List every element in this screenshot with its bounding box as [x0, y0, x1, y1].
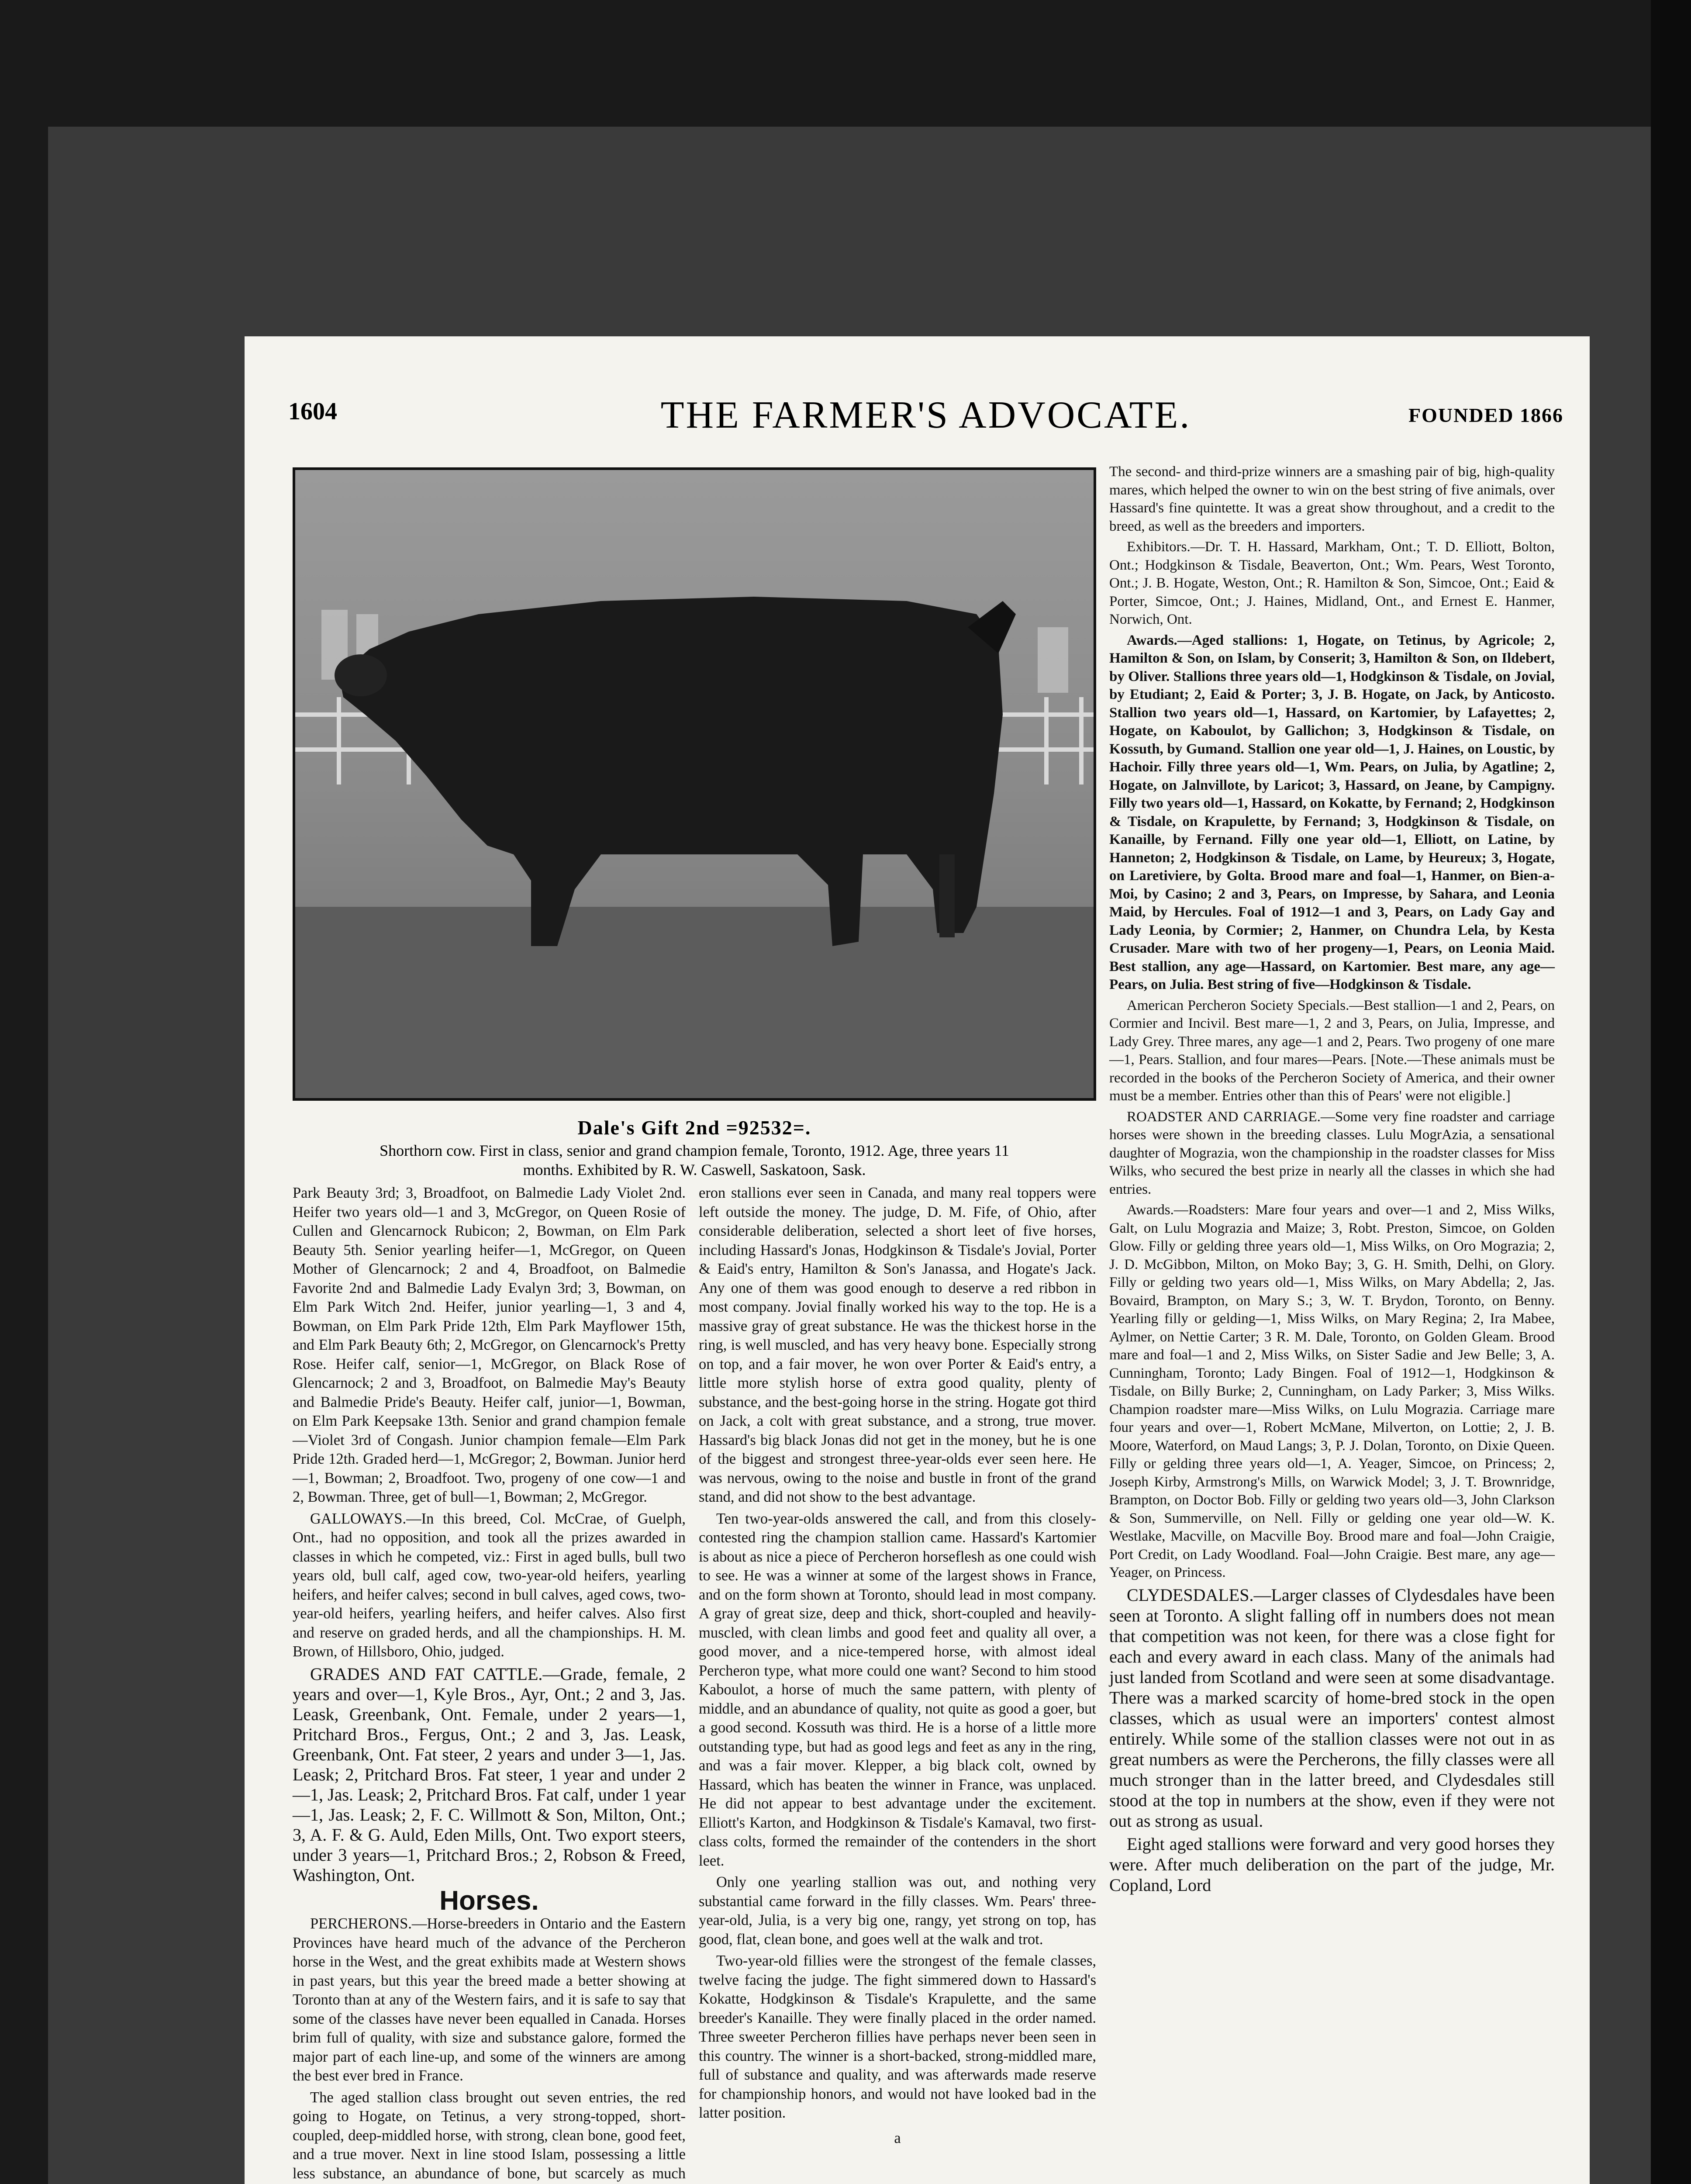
masthead: THE FARMER'S ADVOCATE. [660, 394, 1191, 436]
page-number: 1604 [288, 398, 337, 425]
paragraph: GALLOWAYS.—In this breed, Col. McCrae, of Guelph, Ont., had no opposition, and took all the prizes awarded in classes in which he competed, viz.: First in aged bulls, bull two years old, bull calf, aged cow, two-year-old heifers, yearling heifers, and heifer calves; second in bull calves, aged cows, two-year-old heifers, yearling heifers, and heifer calves. Also first and reserve on graded herds, and all the championships. H. M. Brown, of Hillsboro, Ohio, judged. [293, 1510, 686, 1660]
paragraph: GRADES AND FAT CATTLE.—Grade, female, 2 years and over—1, Kyle Bros., Ayr, Ont.; 2 and 3, Jas. Leask, Greenbank, Ont. Female, under 2 years—1, Pritchard Bros., Fergus, Ont.; 2 and 3, Jas. Leask, Greenbank, Ont. Fat steer, 2 years and under 3—1, Jas. Leask; 2, Pritchard Bros. Fat steer, 1 year and under 2—1, Jas. Leask; 2, Pritchard Bros. Fat calf, under 1 year—1, Jas. Leask; 2, F. C. Willmott & Son, Milton, Ont.; 3, A. F. & G. Auld, Eden Mills, Ont. Two export steers, under 3 years—1, Pritchard Bros.; 2, Robson & Freed, Washington, Ont. [293, 1664, 686, 1885]
footer-mark: a [894, 2129, 901, 2146]
paragraph: Eight aged stallions were forward and very good horses they were. After much deliberation on the part of the judge, Mr. Copland, Lord [1109, 1834, 1555, 1895]
section-heading: Horses. [439, 1885, 539, 1916]
figure-caption-line: months. Exhibited by R. W. Caswell, Saskatoon, Sask. [523, 1161, 866, 1178]
figure-caption-line: Shorthorn cow. First in class, senior and grand champion female, Toronto, 1912. Age, three years 11 [380, 1142, 1009, 1159]
column-2 [699, 1184, 1096, 2148]
paragraph: CLYDESDALES.—Larger classes of Clydesdales have been seen at Toronto. A slight falling off in numbers does not mean that competition was not keen, for there was a close fight for each and every award in each class. Many of the animals had just landed from Scotland and were seen at some disadvantage. There was a marked scarcity of home-bred stock in the open classes, which as usual were an importers' contest almost entirely. While some of the stallion classes were not out in as great numbers as were the Percherons, the filly classes were all much stronger than in the latter breed, and Clydesdales still stood at the top in numbers at the show, even if they were not out as strong as usual. [1109, 1585, 1555, 1831]
paragraph: The aged stallion class brought out seven entries, the red going to Hogate, on Tetinus, a very strong-topped, short-coupled, deep-middled horse, with strong, clean bone, good feet, and a true mover. Next in line stood Islam, possessing a little less substance, an abundance of bone, but scarcely as much [293, 2089, 686, 2182]
column-1 [293, 1184, 686, 2184]
newspaper-page [245, 336, 1590, 2184]
column-3 [1109, 463, 1555, 1898]
paragraph: Exhibitors.—Dr. T. H. Hassard, Markham, Ont.; T. D. Elliott, Bolton, Ont.; Hodgkinson & Tisdale, Beaverton, Ont.; Wm. Pears, West Toronto, Ont.; J. B. Hogate, Weston, Ont.; R. Hamilton & Son, Simcoe, Ont.; Eaid & Porter, Simcoe, Ont.; J. Haines, Midland, Ont., and Ernest E. Hanmer, Norwich, Ont. [1109, 539, 1555, 627]
founded-note: FOUNDED 1866 [1408, 404, 1563, 426]
shorthorn-cow-image [295, 470, 1094, 1098]
paragraph: Awards.—Aged stallions: 1, Hogate, on Tetinus, by Agricole; 2, Hamilton & Son, on Islam, by Conserit; 3, Hamilton & Son, on Ildebert, by Oliver. Stallions three years old—1, Hodgkinson & Tisdale, on Jovial, by Etudiant; 2, Eaid & Porter; 3, J. B. Hogate, on Jack, by Anticosto. Stallion two years old—1, Hassard, on Kartomier, by Lafayettes; 2, Hogate, on Kaboulot, by Gallichon; 3, Hodgkinson & Tisdale, on Kossuth, by Gumand. Stallion one year old—1, J. Haines, on Loustic, by Hachoir. Filly three years old—1, Wm. Pears, on Julia, by Agatline; 2, Hogate, on Jalnvillote, by Laricot; 3, Hassard, on Jeane, by Campigny. Filly two years old—1, Hassard, on Kokatte, by Fernand; 2, Hodgkinson & Tisdale, on Krapulette, by Fernand; 3, Hodgkinson & Tisdale, on Kanaille, by Fernand. Filly one year old—1, Elliott, on Latine, by Hanneton; 2, Hodgkinson & Tisdale, on Lame, by Heureux; 3, Hogate, on Laretiviere, by Golta. Brood mare and foal—1, Hanmer, on Bien-a-Moi, by Casino; 2 and 3, Pears, on Impresse, by Sahara, and Leonia Maid, by Hercules. Foal of 1912—1 and 3, Pears, on Lady Gay and Lady Leonia, by Cormier; 2, Hanmer, on Chundra Lela, by Kesta Crusader. Mare with two of her progeny—1, Pears, on Leonia Maid. Best stallion, any age—Hassard, on Kartomier. Best mare, any age—Pears, on Julia. Best string of five—Hodgkinson & Tisdale. [1109, 632, 1555, 992]
paragraph: Two-year-old fillies were the strongest of the female classes, twelve facing the judge. The fight simmered down to Hassard's Kokatte, Hodgkinson & Tisdale's Krapulette, and the same breeder's Kanaille. They were finally placed in the order named. Three sweeter Percheron fillies have perhaps never been seen in this country. The winner is a short-backed, strong-middled mare, full of substance and quality, and was afterwards made reserve for championship honors, and would not have looked bad in the latter position. [699, 1952, 1096, 2121]
paragraph: PERCHERONS.—Horse-breeders in Ontario and the Eastern Provinces have heard much of the advance of the Percheron horse in the West, and the great exhibits made at Western shows in past years, but this year the breed made a better showing at Toronto than at any of the Western fairs, and it is safe to say that some of the classes have never been equalled in Canada. Horses brim full of quality, with size and substance galore, formed the major part of each line-up, and some of the winners are among the best ever bred in France. [293, 1915, 686, 2084]
paragraph: ROADSTER AND CARRIAGE.—Some very fine roadster and carriage horses were shown in the breeding classes. Lulu MogrAzia, a sensational daughter of Mograzia, won the championship in the roadster classes for Miss Wilks, who secured the best prize in nearly all the classes in which she had entries. [1109, 1109, 1555, 1197]
binding-edge [1651, 0, 1691, 2184]
paragraph: Awards.—Roadsters: Mare four years and over—1 and 2, Miss Wilks, Galt, on Lulu Mograzia and Maize; 3, Robt. Preston, Simcoe, on Golden Glow. Filly or gelding three years old—1, Miss Wilks, on Oro Mograzia; 2, J. D. McGibbon, Milton, on Moko Bay; 3, G. H. Smith, Delhi, on Glory. Filly or gelding two years old—1, Miss Wilks, on Mary Abdella; 2, Jas. Bovaird, Brampton, on Mary S.; 3, W. T. Brydon, Toronto, on Benny. Yearling filly or gelding—1, Miss Wilks, on Mary Regina; 2, Ira Mabee, Aylmer, on Nettie Carter; 3 R. M. Dale, Toronto, on Golden Gleam. Brood mare and foal—1 and 2, Miss Wilks, on Sister Sadie and Jew Belle; 3, A. Cunningham, Toronto; Lady Bingen. Foal of 1912—1, Hodgkinson & Tisdale, on Billy Burke; 2, Cunningham, on Lady Parker; 3, Miss Wilks. Champion roadster mare—Miss Wilks, on Lulu Mograzia. Carriage mare four years and over—1, Robert McMane, Milverton, on Lottie; 2, J. B. Moore, Waterford, on Maud Langs; 3, P. J. Dolan, Toronto, on Dixie Queen. Filly or gelding three years old—1, A. Yeager, Simcoe, on Princess; 2, Joseph Kirby, Armstrong's Mills, on Warwick Model; 3, J. T. Brownridge, Brampton, on Doctor Bob. Filly or gelding two years old—3, John Clarkson & Son, Summerville, on Nell. Filly or gelding one year old—W. K. Westlake, Macville, on Macville Boy. Brood mare and foal—John Craigie, Port Credit, on Lady Woodland. Foal—John Craigie. Best mare, any age—Yeager, on Princess. [1109, 1202, 1555, 1580]
paragraph: eron stallions ever seen in Canada, and many real toppers were left outside the money. The judge, D. M. Fife, of Ohio, after considerable deliberation, selected a short leet of five horses, including Hassard's Jonas, Hodgkinson & Tisdale's Jovial, Porter & Eaid's entry, Hamilton & Son's Janassa, and Hogate's Jack. Any one of them was good enough to deserve a red ribbon in most company. Jovial finally worked his way to the top. He is a massive gray of great substance. He was the thickest horse in the ring, is well muscled, and has very heavy bone. Especially strong on top, and a fair mover, he won over Porter & Eaid's entry, a little more stylish horse of extra good quality, plenty of substance, and the best-going horse in the string. Hogate got third on Jack, a colt with great substance, and a strong, true mover. Hassard's big black Jonas did not get in the money, but he is one of the biggest and strongest three-year-olds ever seen here. He was nervous, owing to the noise and bustle in front of the grand stand, and did not show to the best advantage. [699, 1185, 1096, 1505]
paragraph: Ten two-year-olds answered the call, and from this closely-contested ring the champion stallion came. Hassard's Kartomier is about as nice a piece of Percheron horseflesh as one could wish to see. He was a winner at some of the largest shows in France, and on the form shown at Toronto, should lead in most company. A gray of great size, deep and thick, short-coupled and heavily-muscled, with clean limbs and good feet and quality all over, a good mover, and a nice-tempered horse, with almost ideal Percheron type, what more could one want? Second to him stood Kaboulot, a horse of much the same pattern, with plenty of middle, and an abundance of quality, not quite as good a goer, but a good second. Kossuth was third. He is a horse of a little more outstanding type, but had as good legs and feet as any in the ring, and was a fair mover. Klepper, a big black colt, owned by Hassard, which has beaten the winner in France, was unplaced. He did not appear to best advantage under the excitement. Elliott's Karton, and Hodgkinson & Tisdale's Kamaval, two first-class colts, formed the remainder of the contenders in the short leet. [699, 1510, 1096, 1869]
page-header [288, 394, 1563, 450]
figure-caption [293, 1118, 1096, 1179]
figure-title: Dale's Gift 2nd =92532=. [577, 1116, 811, 1139]
cow-photograph [293, 467, 1096, 1101]
paragraph: American Percheron Society Specials.—Best stallion—1 and 2, Pears, on Cormier and Incivil. Best mare—1, 2 and 3, Pears, on Julia, Impresse, and Lady Grey. Three mares, any age—1 and 2, Pears. Two progeny of one mare—1, Pears. Stallion, and four mares—Pears. [Note.—These animals must be recorded in the books of the Percheron Society of America, and their owner must be a member. Entries other than this of Pears' were not eligible.] [1109, 997, 1555, 1104]
paragraph: Only one yearling stallion was out, and nothing very substantial came forward in the filly classes. Wm. Pears' three-year-old, Julia, is a very big one, rangy, yet strong on top, has good, flat, clean bone, and goes well at the walk and trot. [699, 1874, 1096, 1948]
paragraph: Park Beauty 3rd; 3, Broadfoot, on Balmedie Lady Violet 2nd. Heifer two years old—1 and 3, McGregor, on Queen Rosie of Cullen and Glencarnock Rubicon; 2, Bowman, on Elm Park Beauty 5th. Senior yearling heifer—1, McGregor, on Queen Mother of Glencarnock; 2 and 4, Broadfoot, on Balmedie Favorite 2nd and Balmedie Lady Evalyn 3rd; 3, Bowman, on Elm Park Witch 2nd. Heifer, junior yearling—1, 3 and 4, Bowman, on Elm Park Pride 12th, Elm Park Mayflower 15th, and Elm Park Beauty 6th; 2, McGregor, on Glencarnock's Pretty Rose. Heifer calf, senior—1, McGregor, on Black Rose of Glencarnock; 2 and 3, Broadfoot, on Balmedie May's Beauty and Balmedie Pride's Beauty. Heifer calf, junior—1, Bowman, on Elm Park Keepsake 13th. Senior and grand champion female—Violet 3rd of Congash. Junior champion female—Elm Park Pride 12th. Graded herd—1, McGregor; 2, Bowman. Junior herd—1, Bowman; 2, Broadfoot. Two, progeny of one cow—1 and 2, Bowman. Three, get of bull—1, Bowman; 2, McGregor. [293, 1185, 686, 1505]
paragraph: The second- and third-prize winners are a smashing pair of big, high-quality mares, which helped the owner to win on the best string of five animals, over Hassard's fine quintette. It was a great show throughout, and a credit to the breed, as well as the breeders and importers. [1109, 464, 1555, 534]
